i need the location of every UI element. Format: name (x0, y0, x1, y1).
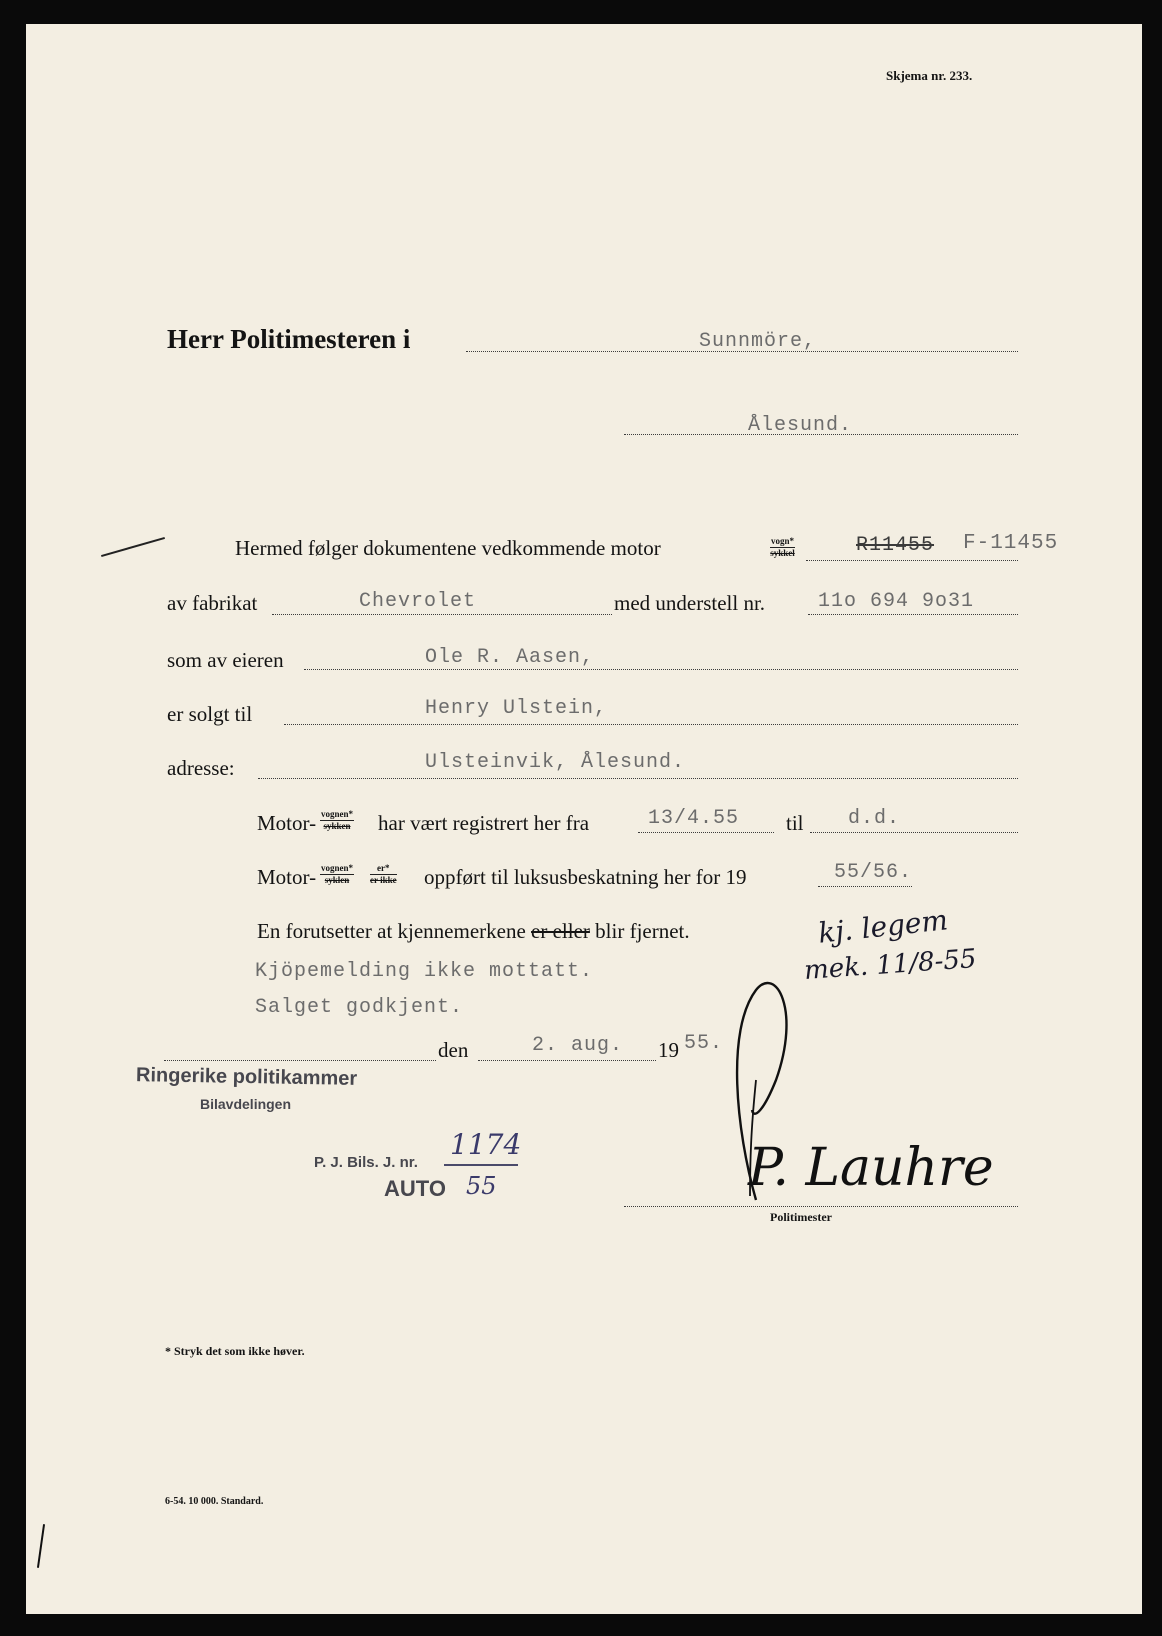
vehicle-type-fraction: vogn* sykkel (770, 536, 795, 558)
make-label: av fabrikat (167, 591, 258, 615)
chassis-value: 11o 694 9o31 (818, 590, 975, 613)
plates-sentence: En forutsetter at kjennemerkene er eller blir fjernet. (257, 919, 690, 943)
address-value: Ulsteinvik, Ålesund. (425, 751, 686, 774)
buyer-line (284, 724, 1018, 725)
signature: P. Lauhre (748, 1138, 994, 1198)
stamp-auto-value: 55 (466, 1172, 497, 1200)
plates-struck: er eller (531, 919, 590, 943)
make-value: Chevrolet (359, 590, 477, 613)
registered-fraction: vognen* sykken (321, 809, 354, 831)
registered-from-line (638, 832, 774, 833)
city-value: Ålesund. (748, 414, 853, 437)
date-line (478, 1060, 656, 1061)
district-value: Sunnmöre, (699, 330, 817, 353)
address-line (258, 778, 1018, 779)
luxury-year-value: 55/56. (834, 861, 913, 884)
luxury-prefix: Motor- (257, 865, 317, 889)
buyer-label: er solgt til (167, 702, 253, 726)
stamp-journal-label: P. J. Bils. J. nr. (314, 1154, 418, 1171)
date-year-value: 55. (684, 1032, 724, 1055)
registered-to-label: til (786, 811, 804, 835)
make-line (272, 614, 612, 615)
stamp-journal-value: 1174 (450, 1128, 522, 1161)
registered-from-value: 13/4.55 (648, 807, 740, 830)
place-line (164, 1060, 436, 1061)
date-den-label: den (438, 1038, 469, 1062)
intro-text: Hermed følger dokumentene vedkommende motor (235, 536, 661, 560)
margin-mark (101, 537, 165, 557)
remark-line-1: Kjöpemelding ikke mottatt. (255, 960, 594, 983)
stamp-journal-underline (444, 1164, 518, 1166)
address-label: adresse: (167, 756, 235, 780)
date-value: 2. aug. (532, 1034, 624, 1057)
registration-line (806, 560, 1018, 561)
stamp-department: Bilavdelingen (200, 1096, 292, 1112)
luxury-fraction-vehicle: vognen* syklen (321, 863, 354, 885)
owner-line (304, 669, 1018, 670)
chassis-line (808, 614, 1018, 615)
registration-value: F-11455 (963, 532, 1059, 555)
registered-prefix: Motor- (257, 811, 317, 835)
footnote: * Stryk det som ikke høver. (165, 1344, 305, 1358)
remark-line-2: Salget godkjent. (255, 996, 464, 1019)
buyer-value: Henry Ulstein, (425, 697, 608, 720)
form-number: Skjema nr. 233. (886, 68, 973, 83)
registered-to-value: d.d. (848, 807, 901, 830)
date-year-prefix: 19 (658, 1038, 679, 1062)
owner-value: Ole R. Aasen, (425, 646, 595, 669)
stamp-auto-label: AUTO (384, 1176, 446, 1201)
signature-line (624, 1206, 1018, 1207)
registered-text: har vært registrert her fra (378, 811, 590, 835)
form-sheet (26, 24, 1142, 1614)
stamp-office: Ringerike politikammer (135, 1064, 358, 1090)
luxury-fraction-status: er* er ikke (370, 863, 397, 885)
handwritten-note-line-1: kj. legem (816, 903, 950, 950)
owner-label: som av eieren (167, 648, 284, 672)
edge-mark (37, 1524, 45, 1568)
luxury-year-line (818, 886, 912, 887)
luxury-text: oppført til luksusbeskatning her for 19 (424, 865, 747, 889)
registered-to-line (810, 832, 1018, 833)
signature-title: Politimester (770, 1210, 832, 1224)
handwritten-note-line-2: mek. 11/8-55 (803, 944, 978, 986)
struck-registration: R11455 (856, 534, 935, 557)
print-info: 6-54. 10 000. Standard. (165, 1496, 264, 1507)
recipient-heading: Herr Politimesteren i (167, 324, 411, 354)
chassis-label: med understell nr. (614, 591, 766, 615)
